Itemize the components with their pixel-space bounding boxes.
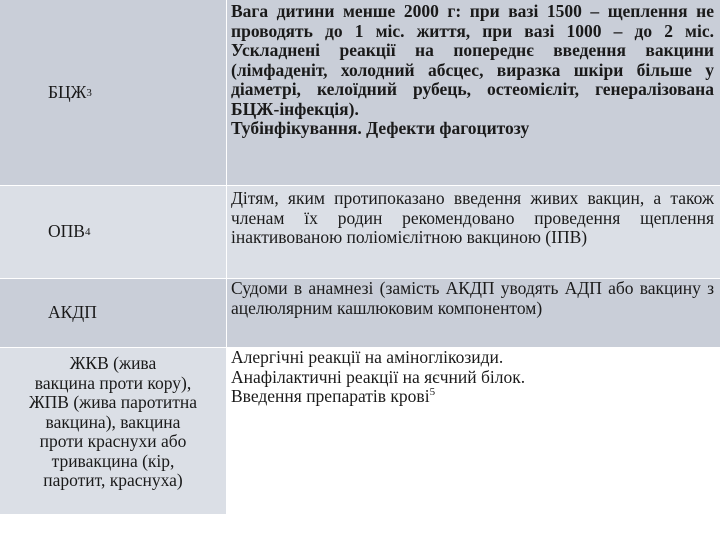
contraindication-text: Введення препаратів крові$^5$ xyxy=(231,386,436,406)
table-row xyxy=(0,0,720,186)
contraindication-text: Судоми в анамнезі (замість АКДП уводять АДП або вакцину з ацелюлярним кашлюковим компонентом) xyxy=(231,278,714,318)
contraindication-text: Анафілактичні реакції на яєчний білок. xyxy=(231,366,526,387)
table-row xyxy=(0,348,720,515)
vaccine-label: ЖКВ (жива вакцина проти кору), ЖПВ (жива паротитна вакцина), вакцина проти краснухи або тривакцина (кір, паротит, краснуха) xyxy=(28,353,198,490)
contraindication-text: Алергічні реакції на аміноглікозиди. xyxy=(231,347,504,367)
table-row xyxy=(0,186,720,279)
contraindication-text: Вага дитини менше 2000 г: при вазі 1500 – щеплення не проводять до 1 міс. життя, при вазі 1000 – до 2 міс. Ускладнені реакції на попереднє введення вакцини (лімфаденіт, холодний абсцес, виразка шкіри більше у діаметрі, келоїдний рубець, остеомієліт, генералізована БЦЖ-інфекція). xyxy=(231,1,714,119)
vaccine-cell xyxy=(0,279,227,348)
vaccine-label: ОПВ 4 xyxy=(48,221,91,242)
contraindication-cell xyxy=(227,186,720,279)
vaccine-cell xyxy=(0,0,227,186)
table-row xyxy=(0,279,720,348)
vaccine-cell xyxy=(0,186,227,279)
vaccine-label: АКДП xyxy=(48,302,97,323)
vaccine-cell xyxy=(0,348,227,515)
contraindication-cell xyxy=(227,279,720,348)
contraindication-cell xyxy=(227,348,720,515)
contraindication-text: Дітям, яким протипоказано введення живих вакцин, а також членам їх родин рекомендовано проведення щеплення інактивованою поліомієлітною вакциною (ІПВ) xyxy=(231,188,714,247)
contraindication-cell xyxy=(227,0,720,186)
vaccine-label: БЦЖ 3 xyxy=(48,81,92,102)
contraindication-text: Тубінфікування. Дефекти фагоцитозу xyxy=(231,118,530,138)
